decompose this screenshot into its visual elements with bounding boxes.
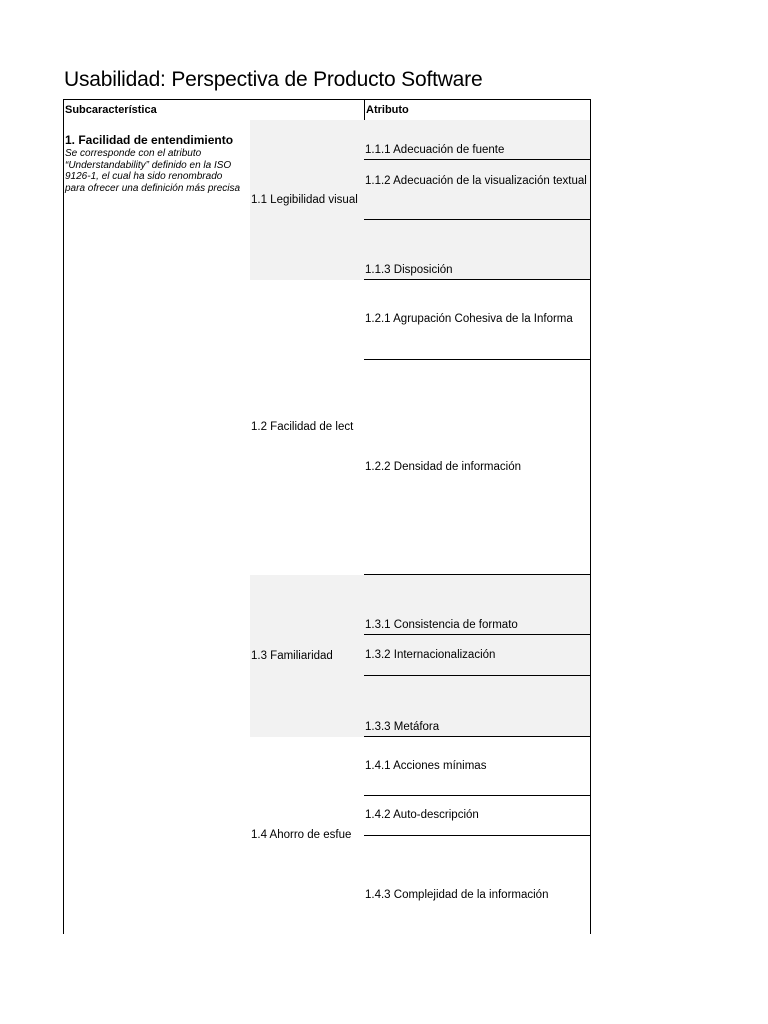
subcharacteristic-title: 1. Facilidad de entendimiento: [65, 133, 234, 147]
group-1-2: 1.2 Facilidad de lect: [250, 280, 365, 576]
attribute-1-4-1: 1.4.1 Acciones mínimas: [364, 737, 591, 797]
attribute-1-4-2: 1.4.2 Auto-descripción: [364, 796, 591, 837]
header-atributo: Atributo: [364, 99, 591, 121]
group-1-3: 1.3 Familiaridad: [250, 575, 365, 738]
attribute-1-2-2: 1.2.2 Densidad de información: [364, 360, 591, 576]
attribute-1-3-1: 1.3.1 Consistencia de formato: [364, 575, 591, 636]
attribute-1-2-1: 1.2.1 Agrupación Cohesiva de la Informa: [364, 280, 591, 361]
attribute-1-3-3: 1.3.3 Metáfora: [364, 676, 591, 738]
header-subcaracteristica: Subcaracterística: [63, 99, 365, 121]
attribute-1-1-1: 1.1.1 Adecuación de fuente: [364, 120, 591, 161]
usability-table: [63, 99, 591, 934]
subcharacteristic-cell: [63, 120, 251, 934]
attribute-1-1-3: 1.1.3 Disposición: [364, 220, 591, 281]
page-title: Usabilidad: Perspectiva de Producto Software: [64, 68, 483, 91]
attribute-1-1-2: 1.1.2 Adecuación de la visualización textual: [364, 160, 591, 221]
attribute-1-4-3: 1.4.3 Complejidad de la información: [364, 836, 591, 934]
group-1-1: 1.1 Legibilidad visual: [250, 120, 365, 281]
attribute-1-3-2: 1.3.2 Internacionalización: [364, 635, 591, 677]
group-1-4: 1.4 Ahorro de esfue: [250, 737, 365, 934]
subcharacteristic-description: Se corresponde con el atributo “Understandability” definido en la ISO 9126-1, el cual ha sido renombrado para ofrecer una definición más precisa: [65, 148, 241, 194]
